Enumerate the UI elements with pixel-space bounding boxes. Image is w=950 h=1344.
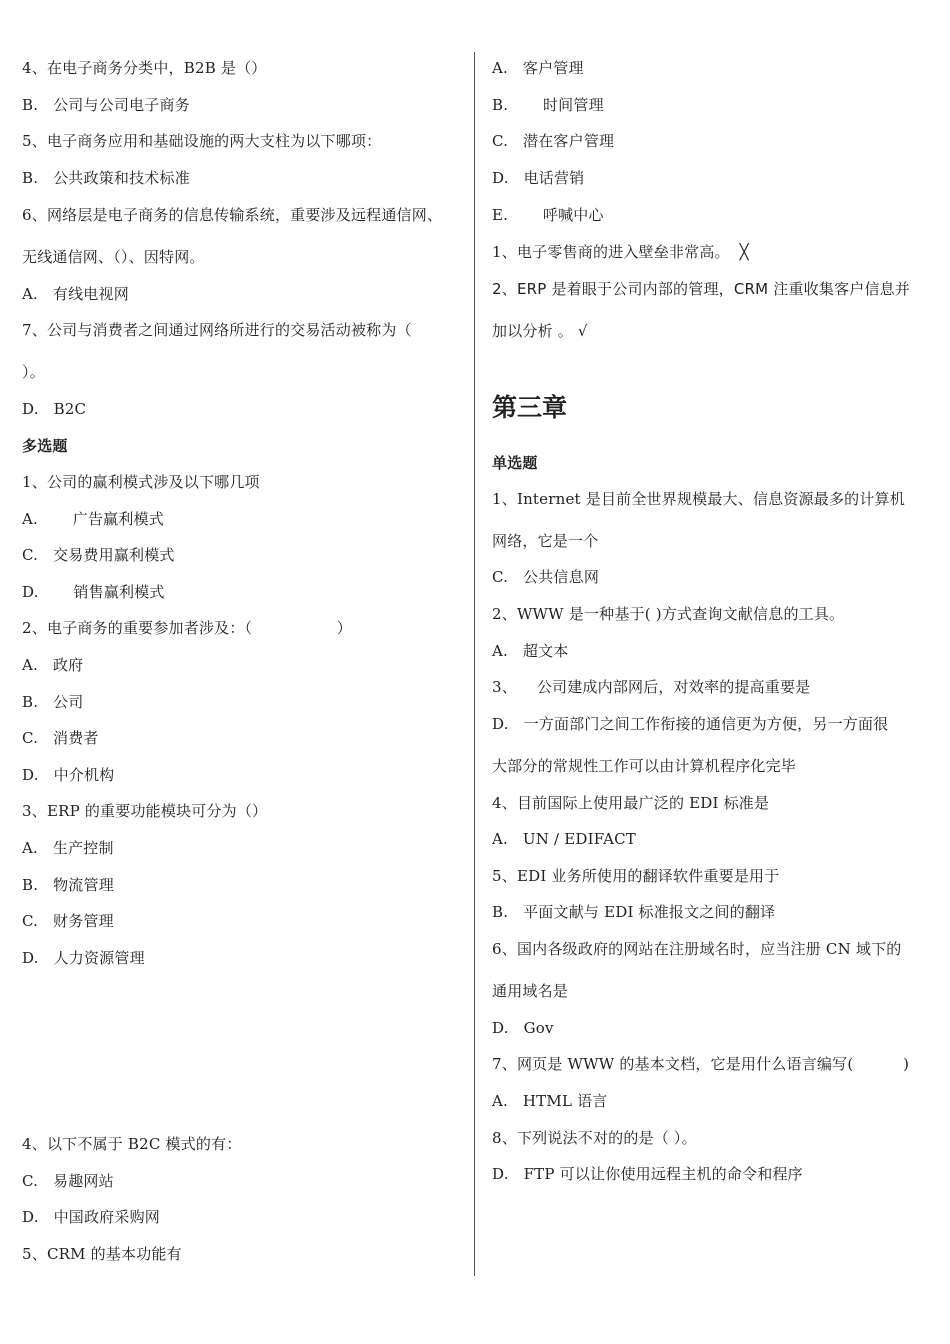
question-text: 2、电子商务的重要参加者涉及：（ ）: [22, 619, 352, 637]
question-text: 8、下列说法不对的的是（ ）。: [492, 1129, 697, 1147]
answer-text: A. 生产控制: [22, 839, 114, 857]
answer-text: A. UN / EDIFACT: [492, 830, 636, 848]
judgment-question: 2、ERP 是着眼于公司内部的管理，CRM 注重收集客户信息并: [492, 280, 911, 298]
question-text: 7、网页是 WWW 的基本文档，它是用什么语言编写( ): [492, 1055, 910, 1073]
section-heading: 单选题: [492, 454, 538, 472]
answer-text: B. 公共政策和技术标准: [22, 169, 190, 187]
question-text-continued: ）。: [22, 363, 45, 381]
section-heading: 多选题: [22, 437, 68, 455]
question-text: 5、EDI 业务所使用的翻译软件重要是用于: [492, 867, 780, 885]
answer-text: B. 公司: [22, 693, 84, 711]
answer-text: D. 电话营销: [492, 169, 585, 187]
question-text: 4、目前国际上使用最广泛的 EDI 标准是: [492, 794, 770, 812]
answer-text: C. 公共信息网: [492, 568, 600, 586]
question-text: 3、 公司建成内部网后，对效率的提高重要是: [492, 678, 811, 696]
answer-text: C. 潜在客户管理: [492, 132, 615, 150]
question-text: 7、公司与消费者之间通过网络所进行的交易活动被称为（: [22, 321, 412, 339]
question-text: 4、在电子商务分类中，B2B 是（）: [22, 59, 267, 77]
answer-text: D. Gov: [492, 1019, 554, 1037]
answer-text: D. B2C: [22, 400, 87, 418]
answer-text: A. 有线电视网: [22, 285, 129, 303]
question-text-continued: 通用域名是: [492, 982, 569, 1000]
chapter-title: 第三章: [492, 393, 568, 422]
question-text: 3、ERP 的重要功能模块可分为（）: [22, 802, 268, 820]
answer-text: B. 公司与公司电子商务: [22, 96, 190, 114]
answer-text: A. 广告赢利模式: [22, 510, 164, 528]
question-text: 1、公司的赢利模式涉及以下哪几项: [22, 473, 260, 491]
question-text: 6、国内各级政府的网站在注册域名时，应当注册 CN 域下的: [492, 940, 902, 958]
question-text: 2、WWW 是一种基于( )方式查询文献信息的工具。: [492, 605, 845, 623]
question-text: 5、电子商务应用和基础设施的两大支柱为以下哪项：: [22, 132, 382, 150]
answer-text: D. 一方面部门之间工作衔接的通信更为方便，另一方面很: [492, 715, 889, 733]
answer-text: D. FTP 可以让你使用远程主机的命令和程序: [492, 1165, 803, 1183]
answer-text: C. 财务管理: [22, 912, 114, 930]
answer-text: B. 物流管理: [22, 876, 114, 894]
answer-text: C. 交易费用赢利模式: [22, 546, 175, 564]
answer-text: D. 人力资源管理: [22, 949, 145, 967]
answer-text: A. 超文本: [492, 642, 569, 660]
question-text-continued: 网络，它是一个: [492, 532, 599, 550]
column-divider: [474, 52, 475, 1276]
answer-text: D. 中介机构: [22, 766, 115, 784]
question-text-continued: 无线通信网、（）、因特网。: [22, 248, 205, 266]
judgment-question-continued: 加以分析 。 √: [492, 322, 588, 340]
answer-text: C. 消费者: [22, 729, 99, 747]
answer-text: B. 平面文献与 EDI 标准报文之间的翻译: [492, 903, 776, 921]
question-text: 4、以下不属于 B2C 模式的有：: [22, 1135, 242, 1153]
answer-text-continued: 大部分的常规性工作可以由计算机程序化完毕: [492, 757, 797, 775]
judgment-question: 1、电子零售商的进入壁垒非常高。 ╳: [492, 243, 749, 261]
answer-text: A. HTML 语言: [492, 1092, 608, 1110]
answer-text: C. 易趣网站: [22, 1172, 114, 1190]
answer-text: A. 客户管理: [492, 59, 584, 77]
answer-text: B. 时间管理: [492, 96, 604, 114]
question-text: 6、网络层是电子商务的信息传输系统，重要涉及远程通信网、: [22, 206, 443, 224]
answer-text: D. 中国政府采购网: [22, 1208, 160, 1226]
answer-text: D. 销售赢利模式: [22, 583, 165, 601]
question-text: 1、Internet 是目前全世界规模最大、信息资源最多的计算机: [492, 490, 905, 508]
question-text: 5、CRM 的基本功能有: [22, 1245, 182, 1263]
answer-text: A. 政府: [22, 656, 84, 674]
answer-text: E. 呼喊中心: [492, 206, 604, 224]
